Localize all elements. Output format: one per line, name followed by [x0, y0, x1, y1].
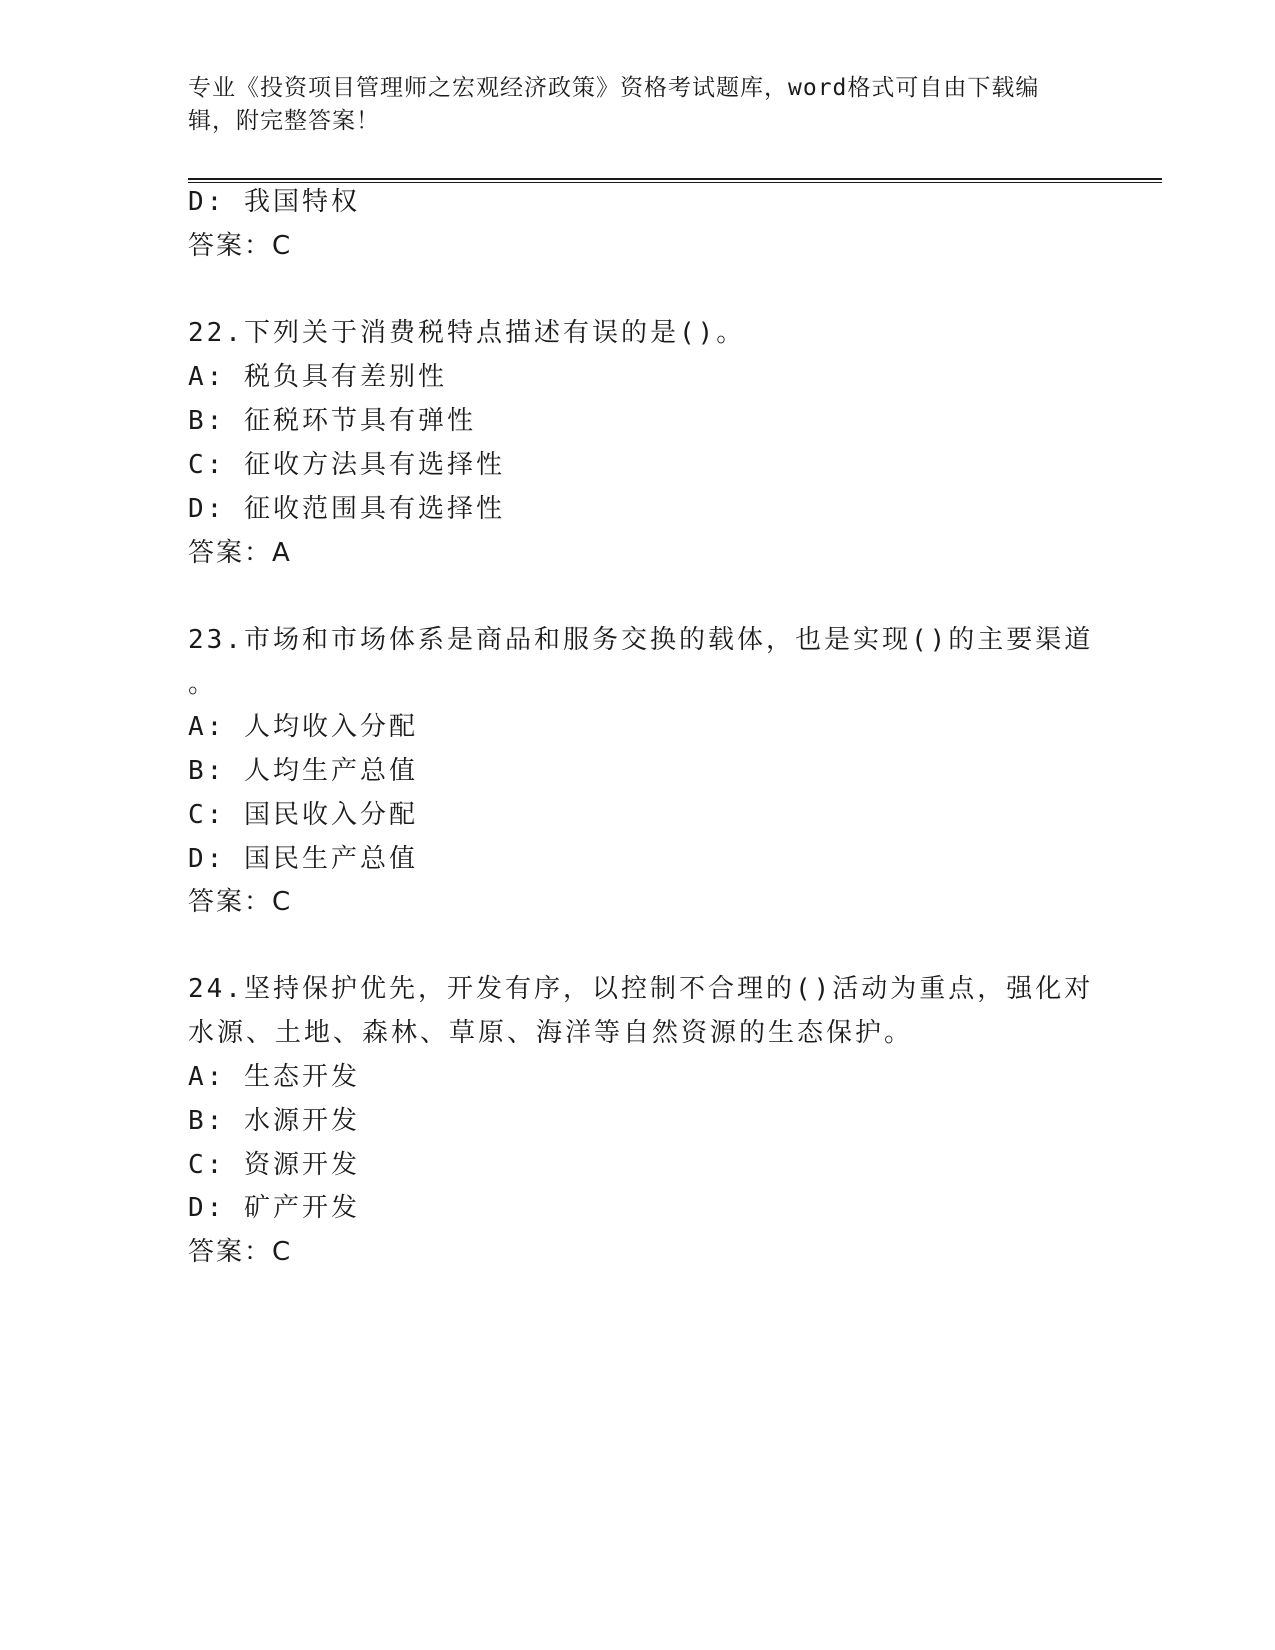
question-23-option-a: A: 人均收入分配: [188, 712, 418, 742]
question-22-option-d: D: 征收范围具有选择性: [188, 494, 505, 524]
question-24-text-line-1: 24.坚持保护优先，开发有序，以控制不合理的()活动为重点，强化对: [188, 974, 1094, 1004]
option-d-prev: D: 我国特权: [188, 187, 360, 217]
question-24-answer: 答案：C: [188, 1237, 293, 1267]
question-22-text: 22.下列关于消费税特点描述有误的是()。: [188, 318, 746, 348]
question-23-option-d: D: 国民生产总值: [188, 844, 418, 874]
question-24-option-c: C: 资源开发: [188, 1150, 360, 1180]
question-22-answer: 答案：A: [188, 538, 292, 568]
question-23-text-line-1: 23.市场和市场体系是商品和服务交换的载体，也是实现()的主要渠道: [188, 625, 1094, 655]
question-23-option-b: B: 人均生产总值: [188, 756, 418, 786]
question-24-text-line-2: 水源、土地、森林、草原、海洋等自然资源的生态保护。: [188, 1018, 914, 1048]
question-24-option-d: D: 矿产开发: [188, 1193, 360, 1223]
question-24-option-b: B: 水源开发: [188, 1106, 360, 1136]
answer-prev: 答案：C: [188, 231, 293, 261]
question-22-option-b: B: 征税环节具有弹性: [188, 406, 476, 436]
document-header: [188, 72, 1088, 138]
question-23-option-c: C: 国民收入分配: [188, 800, 418, 830]
header-divider: [188, 178, 1162, 183]
header-line-2: 辑，附完整答案！: [188, 108, 380, 134]
question-24-option-a: A: 生态开发: [188, 1062, 360, 1092]
header-line-1: 专业《投资项目管理师之宏观经济政策》资格考试题库，word格式可自由下载编: [188, 75, 1040, 101]
question-22-option-c: C: 征收方法具有选择性: [188, 450, 505, 480]
question-23-text-line-2: 。: [188, 669, 218, 699]
question-23-answer: 答案：C: [188, 887, 293, 917]
question-22-option-a: A: 税负具有差别性: [188, 362, 447, 392]
